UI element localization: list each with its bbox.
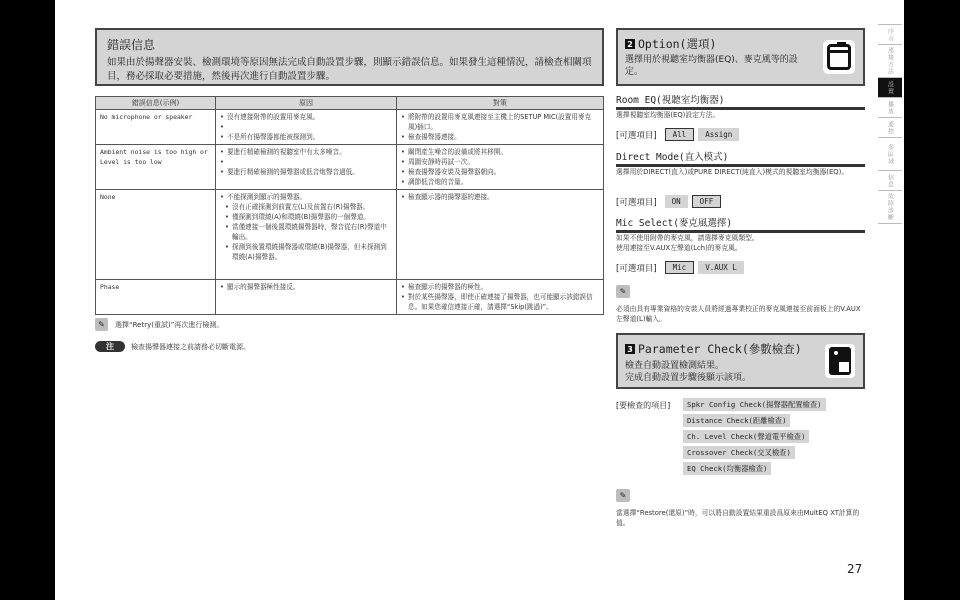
choice-all[interactable]: All bbox=[665, 128, 695, 141]
error-info-description: 如果由於揚聲器安裝、檢測環境等原因無法完成自動設置步驟，則顯示錯誤信息。如果發生這種情況，請檢查相關項目，務必採取必要措施，然後再次進行自動設置步驟。 bbox=[107, 57, 592, 82]
parameter-line-1: 檢查自動設置檢測結果。 bbox=[625, 361, 725, 371]
mic-select-choices bbox=[616, 261, 748, 274]
tabs-divider bbox=[878, 223, 902, 224]
direct-mode-choices bbox=[616, 195, 725, 208]
mic-select-text-1: 如果不使用附帶的麥克風，請選擇麥克風類型。 bbox=[616, 234, 759, 242]
check-item-crossover[interactable]: Crossover Check(交叉檢查) bbox=[683, 446, 795, 459]
mic-select-heading: Mic Select(麥克風選擇) bbox=[616, 215, 865, 233]
note-badge: 注 bbox=[95, 341, 125, 352]
error-info-box bbox=[95, 28, 604, 86]
power-note bbox=[95, 341, 250, 352]
measure-item: • 周圍安靜時再試一次。 bbox=[401, 157, 599, 167]
cause-item: • 要進行精確檢測的揚聲器或低音炮聲音過低。 bbox=[220, 167, 392, 177]
direct-mode-text: 選擇用於DIRECT(直入)或PURE DIRECT(純直入)模式的視聽室均衡器(EQ)。 bbox=[616, 168, 849, 176]
cause-item: • 要進行精確檢測的視聽室中有太多噪音。 bbox=[220, 147, 392, 157]
cause-cell bbox=[216, 110, 397, 145]
sub-cause-item: • 沒有正確探測到前置左(L)及前置右(R)揚聲器。 bbox=[225, 202, 392, 212]
tab-remote[interactable]: 遙控 bbox=[878, 117, 902, 137]
side-tabs bbox=[878, 24, 904, 224]
manual-page bbox=[55, 0, 904, 600]
measure-item: • 檢查顯示器的揚聲器的連接。 bbox=[401, 192, 599, 202]
option-description: 選擇用於視聽室均衡器(EQ)、麥克風等的設定。 bbox=[625, 55, 798, 77]
retry-hint bbox=[95, 318, 223, 331]
cause-item: • 不能探測到顯示的揚聲器。 bbox=[220, 192, 392, 202]
choices-label: [可選項目] bbox=[616, 263, 657, 274]
spacer bbox=[220, 157, 392, 167]
cause-cell bbox=[216, 280, 397, 315]
error-info-title: 錯誤信息 bbox=[107, 38, 156, 52]
parameter-line-2: 完成自動設置步驟後顯示該項。 bbox=[625, 373, 752, 383]
cause-cell bbox=[216, 190, 397, 280]
room-eq-text: 選擇視聽室均衡器(EQ)設定方法。 bbox=[616, 111, 720, 119]
check-items-label: [要檢查的項目] bbox=[616, 401, 671, 410]
choices-label: [可選項目] bbox=[616, 130, 657, 141]
measure-cell bbox=[397, 190, 604, 280]
choices-label: [可選項目] bbox=[616, 197, 657, 208]
measure-item: • 關閉產生噪音的設備或將其移開。 bbox=[401, 147, 599, 157]
room-eq-heading: Room EQ(視聽室均衡器) bbox=[616, 92, 865, 110]
sub-cause-item: • 探測到後置環繞揚聲器或環繞(B)揚聲器，但未探測到環繞(A)揚聲器。 bbox=[225, 242, 392, 262]
pencil-icon: ✎ bbox=[616, 285, 630, 298]
measure-cell bbox=[397, 110, 604, 145]
tab-playback[interactable]: 播放 bbox=[878, 97, 902, 117]
page-number: 27 bbox=[847, 562, 863, 576]
tab-information[interactable]: 信息 bbox=[878, 170, 902, 190]
measure-item: • 將附帶的設置用麥克風連接至主機上的SETUP MIC(設置用麥克風)插口。 bbox=[401, 112, 599, 132]
cause-item: • 沒有連接附帶的設置用麥克風。 bbox=[220, 112, 392, 122]
option-title-row bbox=[625, 36, 856, 52]
retry-hint-text: 選擇“Retry(重試)”再次進行檢測。 bbox=[115, 320, 224, 329]
measure-item: • 調節低音炮的音量。 bbox=[401, 177, 599, 187]
table-header-row bbox=[96, 97, 604, 110]
header-error-message: 錯誤信息(示例) bbox=[96, 97, 216, 110]
document-icon bbox=[825, 344, 855, 378]
tab-preface[interactable]: 序言 bbox=[878, 24, 902, 44]
header-measure: 對策 bbox=[397, 97, 604, 110]
option-title: Option(選項) bbox=[638, 37, 717, 51]
option-section-box bbox=[616, 28, 865, 86]
check-item-spkr-config[interactable]: Spkr Config Check(揚聲器配置檢查) bbox=[683, 398, 826, 411]
error-message: None bbox=[96, 190, 216, 280]
choice-mic[interactable]: Mic bbox=[665, 261, 695, 274]
cause-item: • 不是所有揚聲器都能被探測到。 bbox=[220, 132, 392, 142]
direct-mode-heading: Direct Mode(直入模式) bbox=[616, 149, 865, 167]
measure-cell bbox=[397, 145, 604, 190]
tab-troubleshooting[interactable]: 故障診斷 bbox=[878, 190, 902, 223]
measure-item: • 檢查揚聲器安裝及揚聲器朝向。 bbox=[401, 167, 599, 177]
spacer bbox=[220, 122, 392, 132]
error-message: Phase bbox=[96, 280, 216, 315]
error-table bbox=[95, 96, 604, 315]
choice-on[interactable]: ON bbox=[665, 195, 688, 208]
measure-item: • 對於某些揚聲器，即使正確連接了揚聲器，也可能顯示該錯誤信息。如果您確信連接正確，請選擇“Skip(跳過)”。 bbox=[401, 292, 599, 312]
measure-item: • 檢查顯示的揚聲器的極性。 bbox=[401, 282, 599, 292]
parameter-title: Parameter Check(參數檢查) bbox=[638, 342, 802, 356]
table-row bbox=[96, 280, 604, 315]
pencil-icon: ✎ bbox=[95, 318, 108, 331]
parameter-title-row bbox=[625, 341, 856, 357]
tab-multi-zone[interactable]: 多區域 bbox=[878, 137, 902, 170]
check-item-eq[interactable]: EQ Check(均衡器檢查) bbox=[683, 462, 771, 475]
mic-tip-text: 必須由具有專業資格的安裝人員將經過專業校正的麥克風連接至前面板上的V.AUX左聲道(L)輸入。 bbox=[616, 305, 861, 323]
check-item-ch-level[interactable]: Ch. Level Check(聲道電平檢查) bbox=[683, 430, 809, 443]
error-message: Ambient noise is too high or Level is too low bbox=[96, 145, 216, 190]
tab-setup[interactable]: 設置 bbox=[878, 77, 902, 97]
power-note-text: 檢查揚聲器連接之前請務必切斷電源。 bbox=[131, 342, 250, 351]
cause-item: • 顯示的揚聲器極性接反。 bbox=[220, 282, 392, 292]
tab-connections[interactable]: 連接方法 bbox=[878, 44, 902, 77]
choice-vaux-l[interactable]: V.AUX L bbox=[698, 261, 744, 274]
choice-assign[interactable]: Assign bbox=[698, 128, 739, 141]
measure-cell bbox=[397, 280, 604, 315]
briefcase-icon bbox=[823, 40, 855, 74]
parameter-check-box bbox=[616, 333, 865, 389]
check-items-list bbox=[683, 398, 826, 475]
table-row bbox=[96, 110, 604, 145]
table-row bbox=[96, 145, 604, 190]
cause-cell bbox=[216, 145, 397, 190]
room-eq-choices bbox=[616, 128, 743, 141]
choice-off[interactable]: OFF bbox=[692, 195, 722, 208]
sub-cause-item: • 當僅連接一個後置環繞揚聲器時，聲音從右(R)聲道中輸出。 bbox=[225, 222, 392, 242]
table-row bbox=[96, 190, 604, 280]
restore-tip-text: 當選擇“Restore(還原)”時，可以將自動設置結果重設爲原來由MultEQ XT計算的值。 bbox=[616, 509, 860, 527]
error-message: No microphone or speaker bbox=[96, 110, 216, 145]
check-item-distance[interactable]: Distance Check(距離檢查) bbox=[683, 414, 790, 427]
pencil-icon: ✎ bbox=[616, 489, 630, 502]
header-cause: 原因 bbox=[216, 97, 397, 110]
step-number: 2 bbox=[625, 39, 635, 49]
mic-select-text-2: 使用連接至V.AUX左聲道(Lch)的麥克風。 bbox=[616, 244, 742, 252]
measure-item: • 檢查揚聲器連接。 bbox=[401, 132, 599, 142]
step-number: 3 bbox=[625, 344, 635, 354]
sub-cause-item: • 僅探測到環繞(A)和環繞(B)揚聲器的一個聲道。 bbox=[225, 212, 392, 222]
